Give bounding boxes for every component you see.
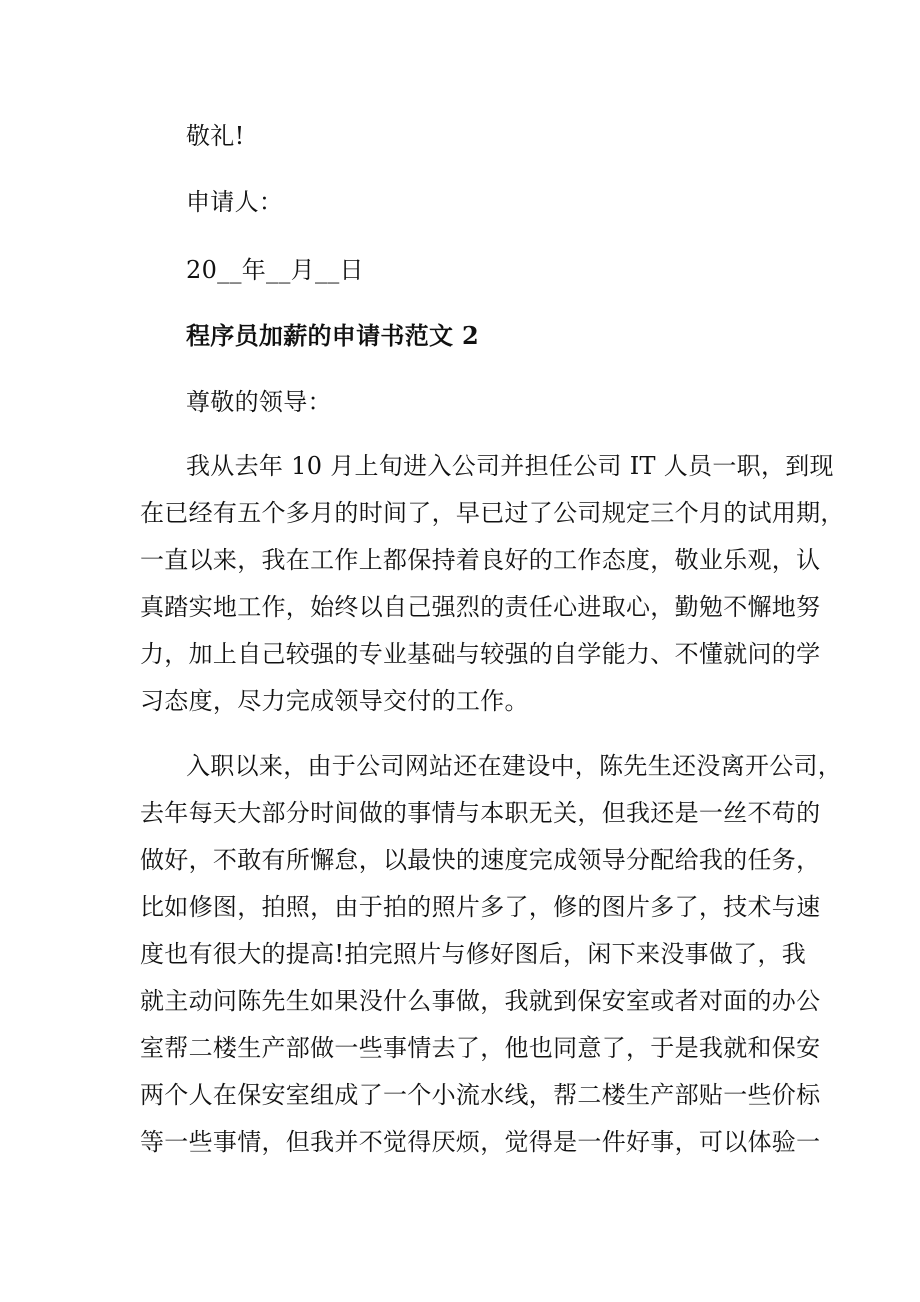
paragraph-line: 去年每天大部分时间做的事情与本职无关，但我还是一丝不苟的 xyxy=(140,799,821,827)
paragraph-line: 真踏实地工作，始终以自己强烈的责任心进取心，勤勉不懈地努 xyxy=(140,593,821,621)
paragraph-line: 入职以来，由于公司网站还在建设中，陈先生还没离开公司， xyxy=(186,752,843,780)
salutation: 尊敬的领导： xyxy=(186,388,332,416)
date-line: 20__年__月__日 xyxy=(186,256,364,284)
paragraph-line: 力，加上自己较强的专业基础与较强的自学能力、不懂就问的学 xyxy=(140,640,821,668)
paragraph-line: 两个人在保安室组成了一个小流水线，帮二楼生产部贴一些价标 xyxy=(140,1081,821,1109)
section-title: 程序员加薪的申请书范文 2 xyxy=(186,321,479,350)
paragraph-line: 比如修图，拍照，由于拍的照片多了，修的图片多了，技术与速 xyxy=(140,893,821,921)
closing-text: 敬礼! xyxy=(186,122,245,150)
paragraph-line: 等一些事情，但我并不觉得厌烦，觉得是一件好事，可以体验一 xyxy=(140,1128,821,1156)
paragraph-line: 在已经有五个多月的时间了，早已过了公司规定三个月的试用期， xyxy=(140,499,845,527)
applicant-label: 申请人： xyxy=(186,188,284,216)
paragraph-line: 室帮二楼生产部做一些事情去了，他也同意了，于是我就和保安 xyxy=(140,1034,821,1062)
paragraph-line: 度也有很大的提高!拍完照片与修好图后，闲下来没事做了，我 xyxy=(140,940,807,968)
paragraph-line: 做好，不敢有所懈怠，以最快的速度完成领导分配给我的任务， xyxy=(140,846,821,874)
paragraph-line: 习态度，尽力完成领导交付的工作。 xyxy=(140,687,529,715)
paragraph-line: 就主动问陈先生如果没什么事做，我就到保安室或者对面的办公 xyxy=(140,987,821,1015)
paragraph-line: 一直以来，我在工作上都保持着良好的工作态度，敬业乐观，认 xyxy=(140,546,821,574)
paragraph-line: 我从去年 10 月上旬进入公司并担任公司 IT 人员一职，到现 xyxy=(186,452,834,480)
